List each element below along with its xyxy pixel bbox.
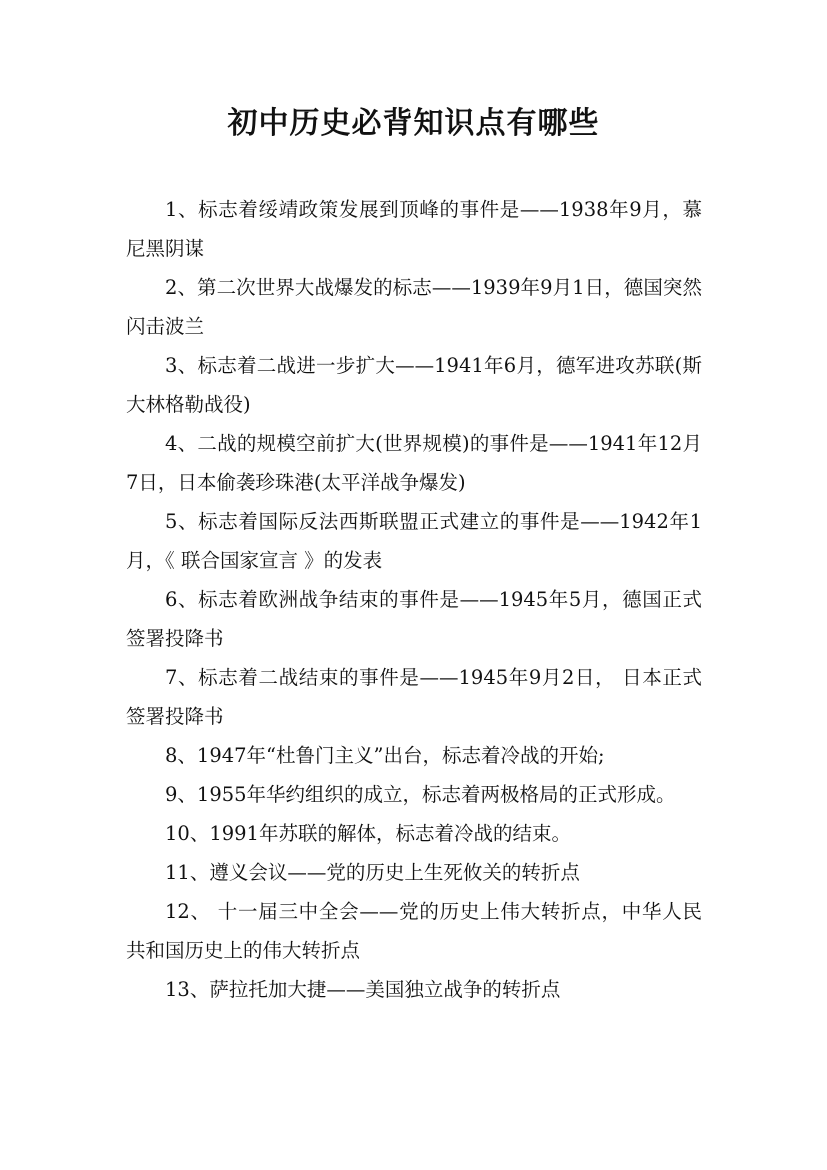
paragraph-7: 7、标志着二战结束的事件是——1945年9月2日， 日本正式签署投降书 <box>126 666 702 728</box>
paragraph-5: 5、标志着国际反法西斯联盟正式建立的事件是——1942年1月，《 联合国家宣言 》的发表 <box>126 510 702 572</box>
paragraph-13: 13、萨拉托加大捷——美国独立战争的转折点 <box>165 978 561 1001</box>
paragraph-8: 8、1947年“杜鲁门主义”出台，标志着冷战的开始; <box>165 744 605 767</box>
document-body <box>126 190 702 1009</box>
paragraph-3: 3、标志着二战进一步扩大——1941年6月，德军进攻苏联(斯大林格勒战役) <box>126 354 702 416</box>
paragraph-4: 4、二战的规模空前扩大(世界规模)的事件是——1941年12月7日，日本偷袭珍珠港(太平洋战争爆发) <box>126 432 702 494</box>
paragraph-10: 10、1991年苏联的解体，标志着冷战的结束。 <box>165 822 571 845</box>
document-title: 初中历史必背知识点有哪些 <box>227 106 600 141</box>
paragraph-1: 1、标志着绥靖政策发展到顶峰的事件是——1938年9月，慕尼黑阴谋 <box>126 198 702 260</box>
paragraph-12: 12、 十一届三中全会——党的历史上伟大转折点，中华人民共和国历史上的伟大转折点 <box>126 900 702 962</box>
paragraph-6: 6、标志着欧洲战争结束的事件是——1945年5月，德国正式签署投降书 <box>126 588 702 650</box>
paragraph-9: 9、1955年华约组织的成立，标志着两极格局的正式形成。 <box>165 783 676 806</box>
paragraph-2: 2、第二次世界大战爆发的标志——1939年9月1日，德国突然闪击波兰 <box>126 276 702 338</box>
paragraph-11: 11、遵义会议——党的历史上生死攸关的转折点 <box>165 861 580 884</box>
